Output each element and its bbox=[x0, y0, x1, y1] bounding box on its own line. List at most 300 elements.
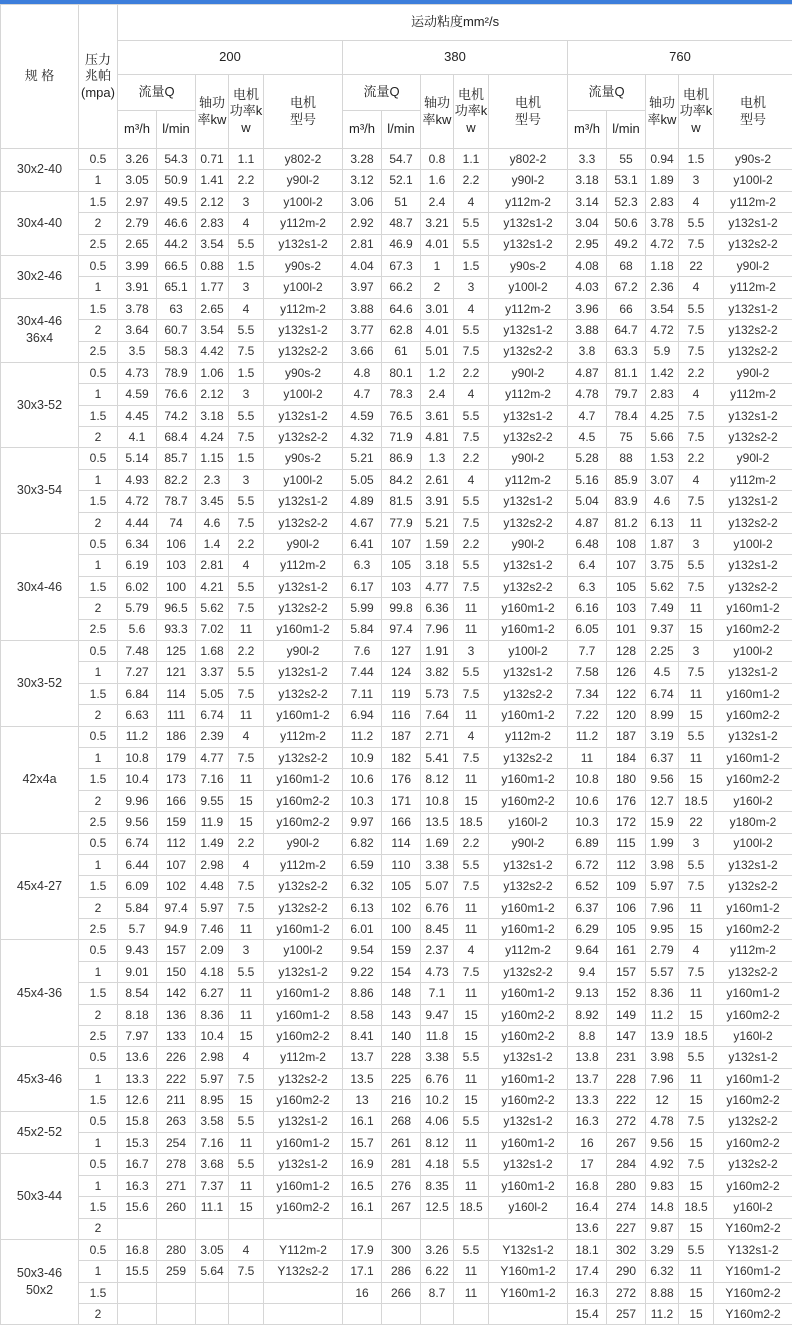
value-cell: 3.29 bbox=[646, 1239, 679, 1260]
value-cell: 10.3 bbox=[343, 790, 382, 811]
value-cell: 2.36 bbox=[646, 277, 679, 298]
motor-model-cell: y132s2-2 bbox=[489, 961, 568, 982]
motor-model-cell: y132s2-2 bbox=[264, 598, 343, 619]
value-cell: 17.9 bbox=[343, 1239, 382, 1260]
motor-model-cell: y160m1-2 bbox=[264, 705, 343, 726]
value-cell: 278 bbox=[157, 1154, 196, 1175]
value-cell: 18.5 bbox=[679, 1026, 714, 1047]
value-cell: 9.37 bbox=[646, 619, 679, 640]
header-unit-lmin-760: l/min bbox=[607, 111, 646, 149]
motor-model-cell: y160m2-2 bbox=[714, 1175, 792, 1196]
table-row bbox=[1, 1111, 792, 1132]
motor-model-cell: y802-2 bbox=[264, 149, 343, 170]
value-cell: 5.5 bbox=[454, 234, 489, 255]
spec-cell: 45x3-46 bbox=[1, 1047, 79, 1111]
pressure-cell: 1 bbox=[79, 277, 118, 298]
motor-model-cell: y132s2-2 bbox=[714, 234, 792, 255]
value-cell: 4 bbox=[679, 384, 714, 405]
table-body bbox=[1, 149, 792, 1325]
pressure-cell: 2 bbox=[79, 512, 118, 533]
value-cell: 4.59 bbox=[343, 405, 382, 426]
value-cell: 1.18 bbox=[646, 255, 679, 276]
value-cell: 4 bbox=[679, 191, 714, 212]
value-cell: 7.5 bbox=[679, 576, 714, 597]
value-cell: 4.72 bbox=[646, 234, 679, 255]
motor-model-cell: y90l-2 bbox=[264, 170, 343, 191]
value-cell: 51 bbox=[382, 191, 421, 212]
value-cell: 154 bbox=[382, 961, 421, 982]
value-cell: 9.54 bbox=[343, 940, 382, 961]
motor-model-cell: y100l-2 bbox=[264, 191, 343, 212]
table-row bbox=[1, 769, 792, 790]
pressure-cell: 1.5 bbox=[79, 405, 118, 426]
motor-model-cell: y112m-2 bbox=[264, 213, 343, 234]
motor-model-cell bbox=[264, 1304, 343, 1325]
motor-model-cell: y160l-2 bbox=[714, 1197, 792, 1218]
value-cell: 4.04 bbox=[343, 255, 382, 276]
value-cell: 6.27 bbox=[196, 983, 229, 1004]
value-cell: 1.3 bbox=[421, 448, 454, 469]
spec-cell: 30x2-46 bbox=[1, 255, 79, 298]
table-row bbox=[1, 619, 792, 640]
value-cell: 4 bbox=[679, 277, 714, 298]
motor-model-cell: y132s1-2 bbox=[264, 961, 343, 982]
value-cell: 3.26 bbox=[118, 149, 157, 170]
spec-cell: 45x4-36 bbox=[1, 940, 79, 1047]
value-cell: 15 bbox=[679, 619, 714, 640]
value-cell: 6.44 bbox=[118, 854, 157, 875]
value-cell: 274 bbox=[607, 1197, 646, 1218]
value-cell: 286 bbox=[382, 1261, 421, 1282]
value-cell bbox=[196, 1218, 229, 1239]
value-cell: 9.13 bbox=[568, 983, 607, 1004]
value-cell: 8.12 bbox=[421, 769, 454, 790]
value-cell: 103 bbox=[382, 576, 421, 597]
value-cell: 9.43 bbox=[118, 940, 157, 961]
value-cell: 122 bbox=[607, 683, 646, 704]
motor-model-cell: y160l-2 bbox=[489, 1197, 568, 1218]
motor-model-cell: y160m2-2 bbox=[714, 769, 792, 790]
value-cell bbox=[343, 1218, 382, 1239]
value-cell: 4.92 bbox=[646, 1154, 679, 1175]
pressure-cell: 0.5 bbox=[79, 1047, 118, 1068]
value-cell: 3.61 bbox=[421, 405, 454, 426]
value-cell: 284 bbox=[607, 1154, 646, 1175]
value-cell: 4.25 bbox=[646, 405, 679, 426]
value-cell: 7.5 bbox=[229, 897, 264, 918]
value-cell: 8.12 bbox=[421, 1132, 454, 1153]
value-cell: 11 bbox=[568, 747, 607, 768]
value-cell: 1.5 bbox=[229, 362, 264, 383]
motor-model-cell: y160m2-2 bbox=[489, 1026, 568, 1047]
value-cell bbox=[157, 1304, 196, 1325]
pressure-cell: 1.5 bbox=[79, 683, 118, 704]
motor-model-cell: y132s2-2 bbox=[714, 427, 792, 448]
value-cell: 3.12 bbox=[343, 170, 382, 191]
table-row bbox=[1, 555, 792, 576]
motor-model-cell: y100l-2 bbox=[714, 640, 792, 661]
value-cell: 112 bbox=[157, 833, 196, 854]
value-cell bbox=[229, 1282, 264, 1303]
value-cell: 7.5 bbox=[229, 427, 264, 448]
value-cell: 2.2 bbox=[679, 362, 714, 383]
pressure-cell: 1 bbox=[79, 170, 118, 191]
spec-cell: 30x2-40 bbox=[1, 149, 79, 192]
motor-model-cell: y132s1-2 bbox=[264, 405, 343, 426]
value-cell: 5.5 bbox=[679, 726, 714, 747]
table-row bbox=[1, 833, 792, 854]
value-cell: 267 bbox=[607, 1132, 646, 1153]
table-row bbox=[1, 1261, 792, 1282]
value-cell: 9.96 bbox=[118, 790, 157, 811]
motor-model-cell: y802-2 bbox=[489, 149, 568, 170]
motor-model-cell: y112m-2 bbox=[264, 1047, 343, 1068]
value-cell: 13.9 bbox=[646, 1026, 679, 1047]
value-cell: 3.88 bbox=[568, 320, 607, 341]
value-cell: 6.3 bbox=[343, 555, 382, 576]
pressure-cell: 1 bbox=[79, 1261, 118, 1282]
value-cell: 50.6 bbox=[607, 213, 646, 234]
value-cell: 1.89 bbox=[646, 170, 679, 191]
value-cell: 4.08 bbox=[568, 255, 607, 276]
pressure-cell: 2 bbox=[79, 705, 118, 726]
value-cell: 7.5 bbox=[679, 961, 714, 982]
value-cell: 3.05 bbox=[196, 1239, 229, 1260]
value-cell: 222 bbox=[607, 1090, 646, 1111]
value-cell: 133 bbox=[157, 1026, 196, 1047]
motor-model-cell: y132s1-2 bbox=[489, 234, 568, 255]
value-cell: 5.5 bbox=[679, 1047, 714, 1068]
value-cell: 2.3 bbox=[196, 469, 229, 490]
motor-model-cell: y160m1-2 bbox=[489, 769, 568, 790]
pressure-cell: 1 bbox=[79, 469, 118, 490]
pressure-cell: 0.5 bbox=[79, 940, 118, 961]
motor-model-cell: y132s2-2 bbox=[489, 427, 568, 448]
value-cell: 4.73 bbox=[421, 961, 454, 982]
value-cell: 78.4 bbox=[607, 405, 646, 426]
pressure-cell: 0.5 bbox=[79, 1154, 118, 1175]
value-cell: 94.9 bbox=[157, 919, 196, 940]
value-cell: 3 bbox=[679, 833, 714, 854]
value-cell: 3.82 bbox=[421, 662, 454, 683]
value-cell: 108 bbox=[607, 534, 646, 555]
value-cell: 2.98 bbox=[196, 1047, 229, 1068]
value-cell: 9.83 bbox=[646, 1175, 679, 1196]
value-cell: 166 bbox=[382, 812, 421, 833]
pressure-cell: 1.5 bbox=[79, 876, 118, 897]
value-cell: 3.99 bbox=[118, 255, 157, 276]
value-cell: 147 bbox=[607, 1026, 646, 1047]
value-cell: 2.83 bbox=[646, 191, 679, 212]
value-cell: 15.9 bbox=[646, 812, 679, 833]
motor-model-cell: y132s2-2 bbox=[264, 897, 343, 918]
value-cell: 5.05 bbox=[343, 469, 382, 490]
value-cell: 81.5 bbox=[382, 491, 421, 512]
motor-model-cell: y160m2-2 bbox=[264, 812, 343, 833]
value-cell: 2.4 bbox=[421, 384, 454, 405]
motor-model-cell: y132s1-2 bbox=[714, 726, 792, 747]
value-cell: 157 bbox=[157, 940, 196, 961]
motor-model-cell: y112m-2 bbox=[489, 940, 568, 961]
value-cell: 280 bbox=[607, 1175, 646, 1196]
table-row bbox=[1, 534, 792, 555]
value-cell: 3.21 bbox=[421, 213, 454, 234]
value-cell: 76.6 bbox=[157, 384, 196, 405]
value-cell: 120 bbox=[607, 705, 646, 726]
value-cell: 16.3 bbox=[568, 1111, 607, 1132]
value-cell: 4.44 bbox=[118, 512, 157, 533]
value-cell: 2.71 bbox=[421, 726, 454, 747]
value-cell: 18.5 bbox=[454, 812, 489, 833]
value-cell: 7.27 bbox=[118, 662, 157, 683]
motor-model-cell: y100l-2 bbox=[264, 277, 343, 298]
pressure-cell: 2 bbox=[79, 427, 118, 448]
value-cell: 17.1 bbox=[343, 1261, 382, 1282]
motor-model-cell: y112m-2 bbox=[264, 726, 343, 747]
value-cell: 231 bbox=[607, 1047, 646, 1068]
motor-model-cell: y112m-2 bbox=[489, 384, 568, 405]
value-cell: 4.87 bbox=[568, 512, 607, 533]
value-cell: 7.16 bbox=[196, 769, 229, 790]
motor-model-cell: y160m1-2 bbox=[489, 705, 568, 726]
value-cell: 222 bbox=[157, 1068, 196, 1089]
value-cell: 5.07 bbox=[421, 876, 454, 897]
value-cell: 16 bbox=[343, 1282, 382, 1303]
motor-model-cell: y132s2-2 bbox=[264, 1068, 343, 1089]
spec-cell: 30x3-52 bbox=[1, 640, 79, 726]
value-cell: 5.01 bbox=[421, 341, 454, 362]
value-cell: 121 bbox=[157, 662, 196, 683]
motor-model-cell: y112m-2 bbox=[714, 469, 792, 490]
pressure-cell: 1.5 bbox=[79, 1197, 118, 1218]
motor-model-cell bbox=[489, 1304, 568, 1325]
value-cell: 3 bbox=[679, 640, 714, 661]
motor-model-cell: y112m-2 bbox=[714, 191, 792, 212]
value-cell: 6.74 bbox=[646, 683, 679, 704]
value-cell: 186 bbox=[157, 726, 196, 747]
value-cell: 280 bbox=[157, 1239, 196, 1260]
motor-model-cell: y160m1-2 bbox=[489, 598, 568, 619]
value-cell: 3.54 bbox=[196, 320, 229, 341]
header-spec: 规 格 bbox=[1, 5, 79, 149]
value-cell: 74.2 bbox=[157, 405, 196, 426]
value-cell: 5.5 bbox=[229, 234, 264, 255]
value-cell: 149 bbox=[607, 1004, 646, 1025]
value-cell: 83.9 bbox=[607, 491, 646, 512]
header-flow-200: 流量Q bbox=[118, 75, 196, 111]
value-cell: 3.38 bbox=[421, 854, 454, 875]
value-cell: 3.05 bbox=[118, 170, 157, 191]
value-cell: 2.95 bbox=[568, 234, 607, 255]
value-cell: 5.5 bbox=[454, 1239, 489, 1260]
pressure-cell: 2.5 bbox=[79, 619, 118, 640]
value-cell: 5.5 bbox=[454, 405, 489, 426]
value-cell: 13.3 bbox=[118, 1068, 157, 1089]
motor-model-cell: y132s1-2 bbox=[714, 662, 792, 683]
value-cell: 1.77 bbox=[196, 277, 229, 298]
value-cell: 184 bbox=[607, 747, 646, 768]
value-cell: 5.14 bbox=[118, 448, 157, 469]
value-cell: 225 bbox=[382, 1068, 421, 1089]
value-cell: 16.9 bbox=[343, 1154, 382, 1175]
value-cell: 54.3 bbox=[157, 149, 196, 170]
value-cell: 6.84 bbox=[118, 683, 157, 704]
table-row bbox=[1, 384, 792, 405]
motor-model-cell: y90l-2 bbox=[489, 833, 568, 854]
value-cell: 8.35 bbox=[421, 1175, 454, 1196]
value-cell: 15 bbox=[679, 769, 714, 790]
pressure-cell: 2 bbox=[79, 790, 118, 811]
value-cell: 2.2 bbox=[454, 448, 489, 469]
value-cell: 107 bbox=[382, 534, 421, 555]
value-cell: 4.06 bbox=[421, 1111, 454, 1132]
motor-model-cell: y160m1-2 bbox=[489, 1132, 568, 1153]
pressure-cell: 0.5 bbox=[79, 726, 118, 747]
value-cell: 49.2 bbox=[607, 234, 646, 255]
value-cell: 3.3 bbox=[568, 149, 607, 170]
value-cell: 5.41 bbox=[421, 747, 454, 768]
value-cell: 7.5 bbox=[679, 662, 714, 683]
value-cell: 64.7 bbox=[607, 320, 646, 341]
value-cell: 103 bbox=[157, 555, 196, 576]
value-cell: 5.84 bbox=[118, 897, 157, 918]
table-row bbox=[1, 1175, 792, 1196]
value-cell: 2.39 bbox=[196, 726, 229, 747]
value-cell: 15.8 bbox=[118, 1111, 157, 1132]
pressure-cell: 0.5 bbox=[79, 1111, 118, 1132]
value-cell: 7.96 bbox=[646, 1068, 679, 1089]
value-cell: 302 bbox=[607, 1239, 646, 1260]
value-cell: 7.5 bbox=[454, 683, 489, 704]
value-cell: 6.36 bbox=[421, 598, 454, 619]
table-row bbox=[1, 1218, 792, 1239]
value-cell: 13.6 bbox=[118, 1047, 157, 1068]
pressure-cell: 2 bbox=[79, 598, 118, 619]
value-cell: 105 bbox=[382, 555, 421, 576]
value-cell: 6.94 bbox=[343, 705, 382, 726]
value-cell: 11 bbox=[454, 1132, 489, 1153]
value-cell: 142 bbox=[157, 983, 196, 1004]
spec-cell: 30x4-46 36x4 bbox=[1, 298, 79, 362]
value-cell: 11.9 bbox=[196, 812, 229, 833]
value-cell: 2.37 bbox=[421, 940, 454, 961]
value-cell: 5.5 bbox=[454, 491, 489, 512]
motor-model-cell: y132s2-2 bbox=[714, 341, 792, 362]
value-cell bbox=[421, 1304, 454, 1325]
value-cell: 9.56 bbox=[118, 812, 157, 833]
motor-model-cell: y112m-2 bbox=[714, 384, 792, 405]
motor-model-cell: y90l-2 bbox=[264, 534, 343, 555]
value-cell: 78.7 bbox=[157, 491, 196, 512]
value-cell: 1.41 bbox=[196, 170, 229, 191]
value-cell bbox=[382, 1218, 421, 1239]
value-cell: 18.5 bbox=[679, 1197, 714, 1218]
motor-model-cell: Y132s1-2 bbox=[489, 1239, 568, 1260]
value-cell: 4 bbox=[454, 298, 489, 319]
motor-model-cell: y132s2-2 bbox=[714, 1154, 792, 1175]
value-cell: 4.72 bbox=[646, 320, 679, 341]
table-row bbox=[1, 598, 792, 619]
value-cell: 271 bbox=[157, 1175, 196, 1196]
value-cell: 15.6 bbox=[118, 1197, 157, 1218]
value-cell: 5.99 bbox=[343, 598, 382, 619]
value-cell: 61 bbox=[382, 341, 421, 362]
motor-model-cell: y132s2-2 bbox=[714, 576, 792, 597]
value-cell: 13 bbox=[343, 1090, 382, 1111]
motor-model-cell: y100l-2 bbox=[489, 277, 568, 298]
pressure-cell: 1 bbox=[79, 1175, 118, 1196]
spec-cell: 45x4-27 bbox=[1, 833, 79, 940]
value-cell: 125 bbox=[157, 640, 196, 661]
pressure-cell: 2 bbox=[79, 213, 118, 234]
value-cell: 63 bbox=[157, 298, 196, 319]
value-cell: 4 bbox=[229, 854, 264, 875]
value-cell: 2.97 bbox=[118, 191, 157, 212]
value-cell: 257 bbox=[607, 1304, 646, 1325]
value-cell: 3 bbox=[679, 170, 714, 191]
value-cell: 6.48 bbox=[568, 534, 607, 555]
table-row bbox=[1, 1304, 792, 1325]
value-cell: 12 bbox=[646, 1090, 679, 1111]
value-cell: 260 bbox=[157, 1197, 196, 1218]
value-cell: 4.77 bbox=[196, 747, 229, 768]
motor-model-cell: y160m1-2 bbox=[489, 619, 568, 640]
value-cell: 9.4 bbox=[568, 961, 607, 982]
motor-model-cell: y132s2-2 bbox=[714, 512, 792, 533]
motor-model-cell: y160m2-2 bbox=[489, 1004, 568, 1025]
value-cell: 4 bbox=[679, 940, 714, 961]
header-motor-model-380: 电机型号 bbox=[489, 75, 568, 149]
value-cell: 119 bbox=[382, 683, 421, 704]
header-unit-lmin-200: l/min bbox=[157, 111, 196, 149]
value-cell: 3.54 bbox=[196, 234, 229, 255]
value-cell: 15 bbox=[229, 812, 264, 833]
motor-model-cell: y90l-2 bbox=[714, 448, 792, 469]
value-cell: 7.5 bbox=[454, 512, 489, 533]
motor-model-cell: y132s1-2 bbox=[264, 234, 343, 255]
value-cell: 7.44 bbox=[343, 662, 382, 683]
table-row bbox=[1, 683, 792, 704]
value-cell bbox=[196, 1304, 229, 1325]
table-row bbox=[1, 341, 792, 362]
value-cell: 66.5 bbox=[157, 255, 196, 276]
motor-model-cell: y160l-2 bbox=[489, 812, 568, 833]
value-cell: 10.6 bbox=[343, 769, 382, 790]
motor-model-cell: y132s1-2 bbox=[489, 1154, 568, 1175]
value-cell: 3.8 bbox=[568, 341, 607, 362]
value-cell: 44.2 bbox=[157, 234, 196, 255]
header-motor-power-380: 电机功率kw bbox=[454, 75, 489, 149]
value-cell: 7.5 bbox=[679, 427, 714, 448]
motor-model-cell: y160m1-2 bbox=[489, 1175, 568, 1196]
value-cell: 114 bbox=[382, 833, 421, 854]
value-cell: 93.3 bbox=[157, 619, 196, 640]
value-cell: 2.2 bbox=[229, 833, 264, 854]
table-row bbox=[1, 576, 792, 597]
value-cell: 228 bbox=[382, 1047, 421, 1068]
value-cell: 8.54 bbox=[118, 983, 157, 1004]
pressure-cell: 0.5 bbox=[79, 448, 118, 469]
value-cell: 4.01 bbox=[421, 320, 454, 341]
value-cell: 11 bbox=[679, 983, 714, 1004]
value-cell: 5.5 bbox=[454, 662, 489, 683]
motor-model-cell: y132s2-2 bbox=[264, 747, 343, 768]
value-cell: 179 bbox=[157, 747, 196, 768]
value-cell: 15 bbox=[229, 1090, 264, 1111]
value-cell: 2.12 bbox=[196, 191, 229, 212]
value-cell: 3 bbox=[229, 277, 264, 298]
value-cell bbox=[157, 1282, 196, 1303]
